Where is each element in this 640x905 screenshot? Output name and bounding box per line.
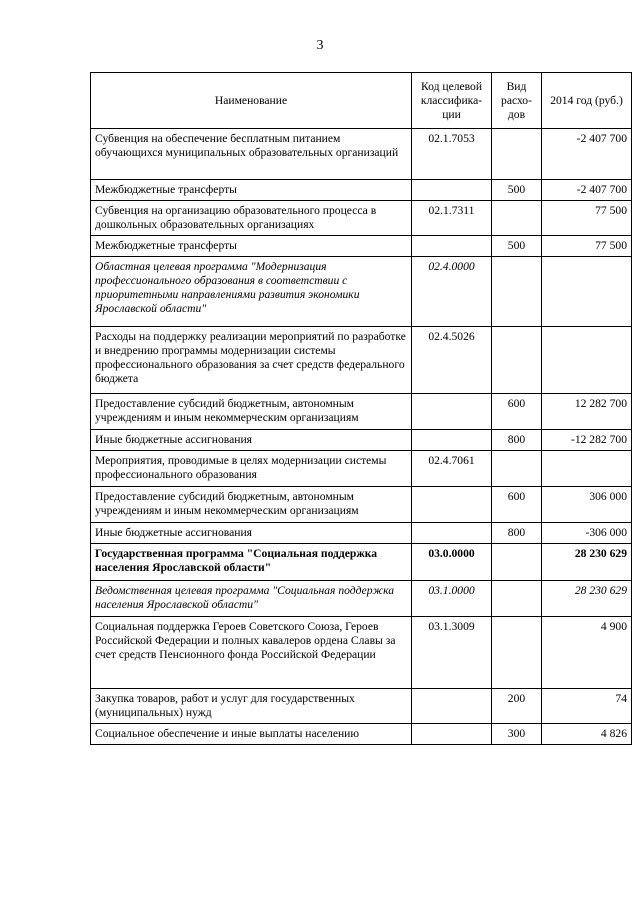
table-row bbox=[91, 451, 632, 487]
cell-type: 500 bbox=[492, 236, 542, 257]
cell-amount: 28 230 629 bbox=[542, 544, 632, 581]
table-row bbox=[91, 201, 632, 236]
cell-code bbox=[412, 689, 492, 724]
header-amount: 2014 год (руб.) bbox=[542, 73, 632, 129]
cell-name: Мероприятия, проводимые в целях модернизации системы профессионального образования bbox=[91, 451, 412, 487]
cell-code: 03.1.0000 bbox=[412, 581, 492, 617]
cell-name: Субвенция на обеспечение бесплатным питанием обучающихся муниципальных образовательных организаций bbox=[91, 129, 412, 180]
cell-code bbox=[412, 487, 492, 523]
cell-type bbox=[492, 544, 542, 581]
cell-amount: 77 500 bbox=[542, 201, 632, 236]
cell-amount: -12 282 700 bbox=[542, 430, 632, 451]
cell-amount: 74 bbox=[542, 689, 632, 724]
cell-amount bbox=[542, 327, 632, 394]
table-row bbox=[91, 180, 632, 201]
table-row bbox=[91, 257, 632, 327]
table-row bbox=[91, 129, 632, 180]
cell-code: 02.1.7311 bbox=[412, 201, 492, 236]
cell-name: Закупка товаров, работ и услуг для государственных (муниципальных) нужд bbox=[91, 689, 412, 724]
cell-code bbox=[412, 394, 492, 430]
cell-code: 03.1.3009 bbox=[412, 617, 492, 689]
cell-amount: 77 500 bbox=[542, 236, 632, 257]
cell-amount: 4 826 bbox=[542, 724, 632, 745]
cell-code: 02.4.5026 bbox=[412, 327, 492, 394]
cell-type: 600 bbox=[492, 487, 542, 523]
table-row bbox=[91, 394, 632, 430]
cell-name: Социальная поддержка Героев Советского Союза, Героев Российской Федерации и полных кавалеров ордена Славы за счет средств Пенсионного фонда Российской Федерации bbox=[91, 617, 412, 689]
cell-type bbox=[492, 617, 542, 689]
cell-name: Межбюджетные трансферты bbox=[91, 180, 412, 201]
header-name: Наименование bbox=[91, 73, 412, 129]
table-row bbox=[91, 523, 632, 544]
cell-name: Иные бюджетные ассигнования bbox=[91, 430, 412, 451]
cell-type: 200 bbox=[492, 689, 542, 724]
cell-amount: 4 900 bbox=[542, 617, 632, 689]
cell-code bbox=[412, 523, 492, 544]
cell-amount: -306 000 bbox=[542, 523, 632, 544]
table-row bbox=[91, 581, 632, 617]
cell-type: 500 bbox=[492, 180, 542, 201]
table-row bbox=[91, 327, 632, 394]
cell-name: Государственная программа "Социальная поддержка населения Ярославской области" bbox=[91, 544, 412, 581]
cell-name: Иные бюджетные ассигнования bbox=[91, 523, 412, 544]
page-number: 3 bbox=[316, 38, 324, 53]
cell-type: 800 bbox=[492, 430, 542, 451]
cell-amount bbox=[542, 257, 632, 327]
cell-type: 800 bbox=[492, 523, 542, 544]
cell-type bbox=[492, 327, 542, 394]
header-type: Вид расхо-дов bbox=[492, 73, 542, 129]
table-body bbox=[91, 129, 632, 745]
table-row bbox=[91, 617, 632, 689]
budget-table bbox=[90, 72, 632, 745]
table-header-row bbox=[91, 73, 632, 129]
header-code: Код целевой классифика-ции bbox=[412, 73, 492, 129]
table-row bbox=[91, 487, 632, 523]
cell-name: Предоставление субсидий бюджетным, автономным учреждениям и иным некоммерческим организациям bbox=[91, 394, 412, 430]
cell-code bbox=[412, 430, 492, 451]
table-row bbox=[91, 236, 632, 257]
cell-type bbox=[492, 129, 542, 180]
cell-type: 600 bbox=[492, 394, 542, 430]
cell-code bbox=[412, 236, 492, 257]
cell-code: 03.0.0000 bbox=[412, 544, 492, 581]
cell-amount: 12 282 700 bbox=[542, 394, 632, 430]
cell-code: 02.1.7053 bbox=[412, 129, 492, 180]
cell-type: 300 bbox=[492, 724, 542, 745]
cell-amount: 306 000 bbox=[542, 487, 632, 523]
table-row bbox=[91, 430, 632, 451]
cell-amount: -2 407 700 bbox=[542, 180, 632, 201]
table-row bbox=[91, 689, 632, 724]
cell-name: Ведомственная целевая программа "Социальная поддержка населения Ярославской области" bbox=[91, 581, 412, 617]
cell-name: Межбюджетные трансферты bbox=[91, 236, 412, 257]
cell-type bbox=[492, 201, 542, 236]
cell-amount: -2 407 700 bbox=[542, 129, 632, 180]
cell-name: Предоставление субсидий бюджетным, автономным учреждениям и иным некоммерческим организациям bbox=[91, 487, 412, 523]
cell-code: 02.4.0000 bbox=[412, 257, 492, 327]
table-row bbox=[91, 544, 632, 581]
cell-code: 02.4.7061 bbox=[412, 451, 492, 487]
cell-name: Областная целевая программа "Модернизация профессионального образования в соответствии с приоритетными направлениями развития экономики Ярославской области" bbox=[91, 257, 412, 327]
cell-amount: 28 230 629 bbox=[542, 581, 632, 617]
cell-type bbox=[492, 451, 542, 487]
cell-code bbox=[412, 724, 492, 745]
cell-type bbox=[492, 257, 542, 327]
cell-type bbox=[492, 581, 542, 617]
cell-name: Расходы на поддержку реализации мероприятий по разработке и внедрению программы модернизации системы профессионального образования за счет средств федерального бюджета bbox=[91, 327, 412, 394]
table-row bbox=[91, 724, 632, 745]
cell-amount bbox=[542, 451, 632, 487]
cell-name: Социальное обеспечение и иные выплаты населению bbox=[91, 724, 412, 745]
cell-name: Субвенция на организацию образовательного процесса в дошкольных образовательных организациях bbox=[91, 201, 412, 236]
cell-code bbox=[412, 180, 492, 201]
